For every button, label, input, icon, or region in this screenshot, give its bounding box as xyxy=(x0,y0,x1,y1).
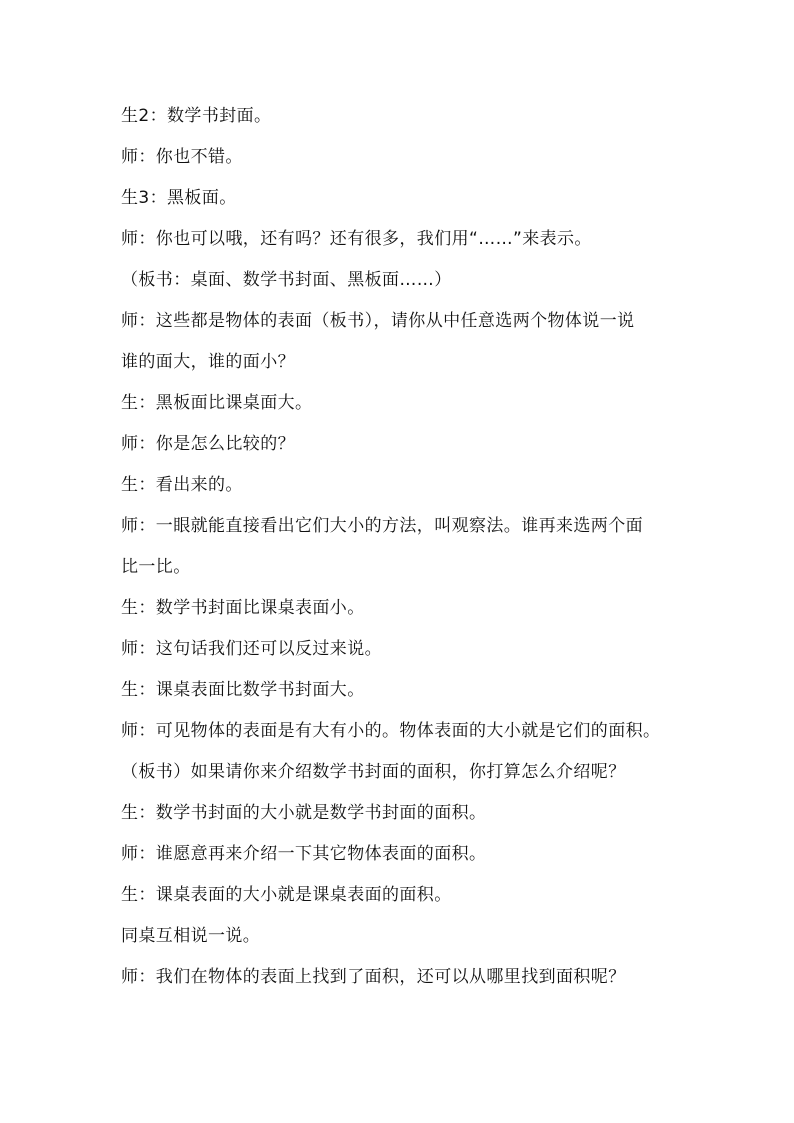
document-body xyxy=(121,104,681,1006)
text-line: 生：课桌表面的大小就是课桌表面的面积。 xyxy=(121,885,452,905)
text-line: 师：这些都是物体的表面（板书），请你从中任意选两个物体说一说 xyxy=(121,311,635,331)
text-line: 师：这句话我们还可以反过来说。 xyxy=(121,639,382,659)
text-line: （板书：桌面、数学书封面、黑板面……） xyxy=(121,270,452,290)
text-line: 师：你也不错。 xyxy=(121,147,243,167)
text-line: 师：可见物体的表面是有大有小的。物体表面的大小就是它们的面积。 xyxy=(121,721,661,741)
text-line: 师：我们在物体的表面上找到了面积，还可以从哪里找到面积呢？ xyxy=(121,967,626,987)
text-line: 比一比。 xyxy=(121,557,191,577)
text-line: 师：一眼就能直接看出它们大小的方法，叫观察法。谁再来选两个面 xyxy=(121,516,643,536)
text-line: （板书）如果请你来介绍数学书封面的面积，你打算怎么介绍呢？ xyxy=(121,762,626,782)
text-line: 生：课桌表面比数学书封面大。 xyxy=(121,680,365,700)
text-line: 生3：黑板面。 xyxy=(121,188,237,208)
text-line: 生：数学书封面的大小就是数学书封面的面积。 xyxy=(121,803,487,823)
text-line: 师：你是怎么比较的？ xyxy=(121,434,295,454)
text-line: 谁的面大，谁的面小？ xyxy=(121,352,295,372)
text-line: 生：数学书封面比课桌表面小。 xyxy=(121,598,365,618)
text-line: 师：谁愿意再来介绍一下其它物体表面的面积。 xyxy=(121,844,487,864)
text-line: 师：你也可以哦，还有吗？还有很多，我们用“……”来表示。 xyxy=(121,229,592,249)
text-line: 同桌互相说一说。 xyxy=(121,926,261,946)
text-line: 生2：数学书封面。 xyxy=(121,106,272,126)
text-line: 生：看出来的。 xyxy=(121,475,243,495)
text-line: 生：黑板面比课桌面大。 xyxy=(121,393,313,413)
